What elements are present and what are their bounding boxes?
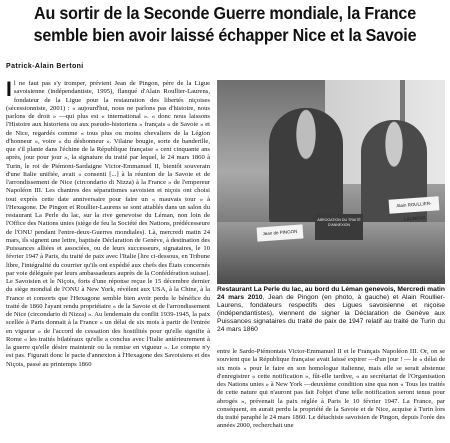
byline: Patrick-Alain Bertoni (6, 63, 84, 70)
caption-text: Jean de Pingon (en photo, à gauche) et Alain Roullier-Laurens, fondateurs respectifs des Ligues savoisienne et niçoise (indépendantistes), viennent de signer la Déclaration de Genève aux Puissances signataires du traité de paix de 1947 relatif au traité de Turin du 24 mars 1860 (217, 294, 446, 334)
headline: Au sortir de la Seconde Guerre mondiale, la France semble bien avoir laissé échapper Nice et la Savoie (33, 3, 417, 45)
photo-person-left (269, 108, 343, 228)
body-left-text: l ne faut pas s'y tromper, prévient Jean de Pingon, père de la Ligue savoisienne (indépendantiste, 1995), flanqué d'Alain Roullier-Laurens, fondateur de la Ligue pour la restauration des libertés niçoises (sécessionniste, 2001) : « aujourd'hui, nous ne parlons pas d'histoire, nous parlons de droit » —qui plus est « international ». « donc nous laissons l'Histoire aux historiens ou aux pseudo-historiens » français « de Savoie » et de Nice, regardés comme « tous plus ou moins chevaliers de la Légion d'honneur », voire « du déshonneur ». Vilaine bougie, sorte de banderille, que s'il plante dans l'échine de la République française « cent cinquante ans après, jour pour jour », la signature du traité par lequel, le 24 mars 1860 à Turin, le roi de Piémont-Sardaigne Victor-Emmanuel II, bientôt souverain d'une Italie unifiée, avait « consenti [...] à la réunion de la Savoie et de l'arrondissement de Nice (circondario di Nizza) à la France » de l'empereur Napoléon III. Les chantres des séparatismes savoisien et niçois ont choisi tout exprès cette date anniversaire pour faire un « mauvais tour » à l'Hexagone. De Pingon et Roullier-Laurens se sont attablés dans un salon du restaurant La Perle du lac, sur la rive genevoise du Léman, non loin de l'Office des Nations unies (siège de feu la Société des Nations, prédécesseure de l'ONU pendant l'entre-deux-Guerres mondiales). Là, mercredi matin 24 mars, ils signent une lettre, baptisée Déclaration de Genève, à destination des Puissances alliées et associées, ou de leurs successeurs, signataires, le 10 février 1947 à Paris, du traité de paix avec l'Italie [lire ci-dessous, en Tribune libre, l'intégralité du courrier qu'ils ont expédié aux chefs des États concernés par voie déléguée par leurs ambassadeurs auprès de la Confédération suisse]. Le Savoisien et le Niçois, forts d'une réponse reçue le 15 décembre dernier du siège mondial de l'ONU à New York, révèlent aux USA, à la Chine, à la France et consorts que l'Hexagone semble bien avoir perdu le bénéfice du traité de 1860 l'ayant rendu propriétaire « de la Savoie et de l'arrondissement de Nice (circondario di Nizza) ». Au lendemain du conflit 1939-1945, la paix scellée à Paris donnait à la France « un délai de six mois à partir de l'entrée en vigueur » de l'accord de cessation des hostilités pour qu'elle signifie à Rome « les traités bilatéraux qu'elle a conclus avec l'Italie antérieurement à la guerre qu'elle désire maintenir ou la remise en vigueur ». Le compte n'y est pas. Figurait donc le pacte d'annexion à l'Hexagone des Savoisiens et des Niçois, passé au printemps 1860 (6, 80, 210, 368)
nameplate-right: Alain ROULLIER-LAURENS (389, 196, 440, 213)
body-right-text: entre le Sardo-Piémontais Victor-Emmanuel II et le Français Napoléon III. Or, on se souvient que la République française avait laissé expirer —d'un jour ! — le « délai de six mois » pour le faire en son homologue italienne, mais elle se serait abstenue d'enregistrer « cette notification », fût-elle tardive, « au secrétariat de l'Organisation des Nations unies » à New York —deuxième condition sine qua non « Tous les traités de cette nature qui n'auront pas fait l'objet d'une telle notification seront tenus pour abrogés », prévenait la paix réglée à Paris le 10 février 1947. La France, par conséquent, en aurait perdu la propriété de la Savoie et de Nice, acquise à Turin lors du traité paraphé le 24 mars 1860. Le détachiste savoisien de Pingon, depuis l'orée des années 2000, recherchait une (217, 348, 445, 430)
nameplate-left: Jean de PINGON (257, 224, 304, 241)
caption-lead: Restaurant La Perle du lac, au bord du Léman genevois, Mercredi matin 24 mars 2010 (217, 286, 445, 302)
article-body-right (217, 348, 445, 443)
dropcap: I (6, 80, 12, 101)
photo-document: ABROGATION DU TRAITÉ D'ANNEXION (315, 214, 363, 240)
article-photo (217, 80, 445, 284)
photo-caption: Restaurant La Perle du lac, au bord du Léman genevois, Mercredi matin 24 mars 2010, Jean de Pingon (en photo, à gauche) et Alain Roullier-Laurens, fondateurs respectifs des Ligues savoisienne et niçoise (indépendantistes), viennent de signer la Déclaration de Genève aux Puissances signataires du traité de paix de 1947 relatif au traité de Turin du 24 mars 1860 (217, 286, 446, 334)
article-body-left (6, 80, 210, 442)
